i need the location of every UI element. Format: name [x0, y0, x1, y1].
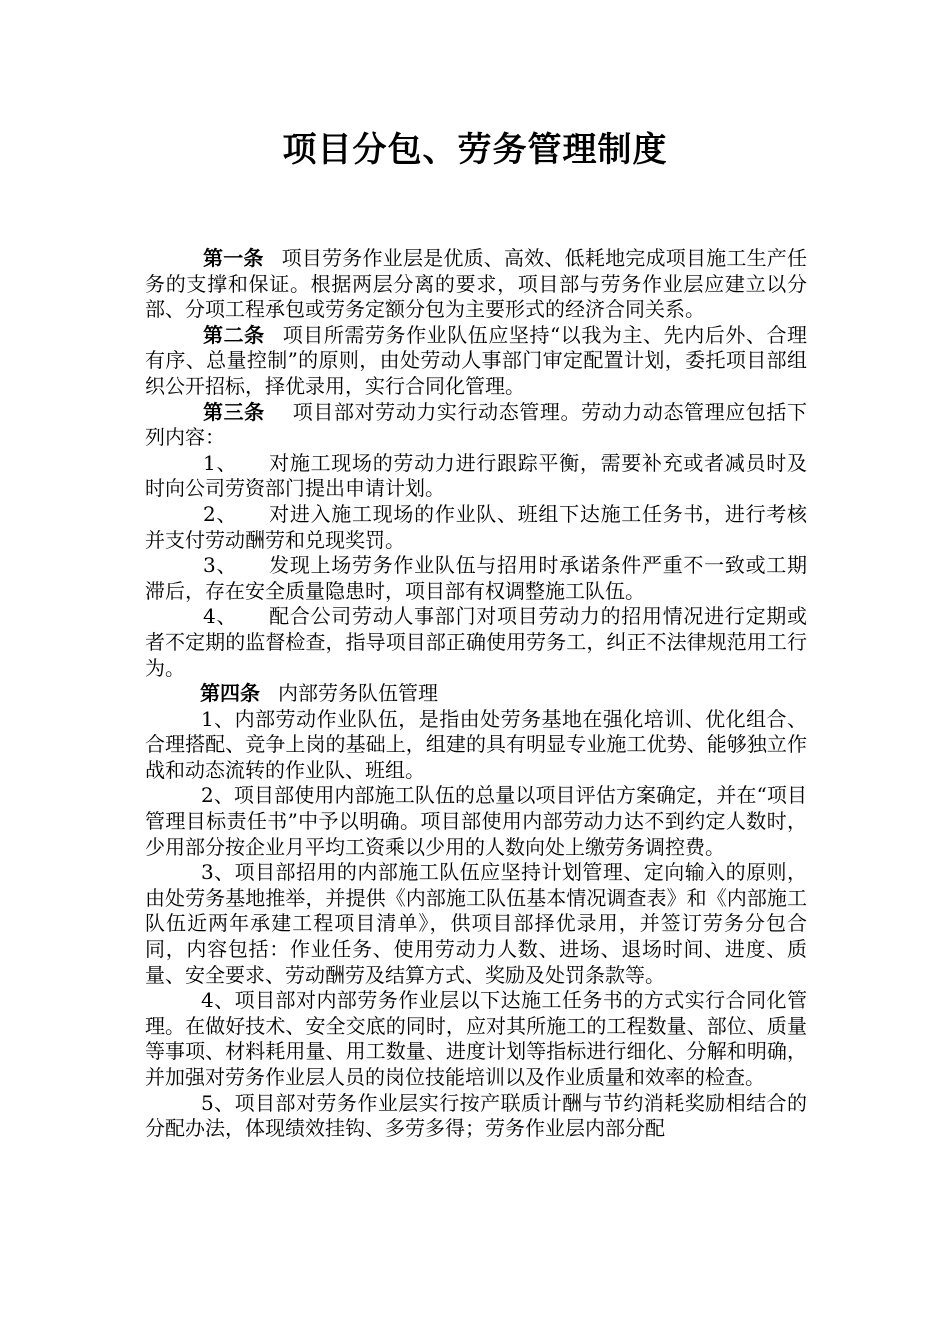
article-4-item-3 — [145, 860, 807, 988]
article-4-item-1 — [145, 707, 807, 784]
item-text: 对进入施工现场的作业队、班组下达施工任务书，进行考核并支付劳动酬劳和兑现奖罚。 — [145, 501, 807, 552]
document-body — [145, 246, 807, 1142]
article-4-item-2 — [145, 783, 807, 860]
item-number: 3、 — [203, 553, 238, 578]
article-text: 项目所需劳务作业队伍应坚持“以我为主、先内后外、合理有序、总量控制”的原则，由处劳动人事部门审定配置计划，委托项目部组织公开招标，择优录用，实行合同化管理。 — [145, 322, 808, 398]
article-4 — [145, 681, 807, 707]
article-text: 内部劳务队伍管理 — [278, 681, 438, 706]
item-text: 发现上场劳务作业队伍与招用时承诺条件严重不一致或工期滞后，存在安全质量隐患时，项目部有权调整施工队伍。 — [145, 553, 807, 603]
item-text: 4、项目部对内部劳务作业层以下达施工任务书的方式实行合同化管理。在做好技术、安全交底的同时，应对其所施工的工程数量、部位、质量等事项、材料耗用量、用工数量、进度计划等指标进行细化、分解和明确，并加强对劳务作业层人员的岗位技能培训以及作业质量和效率的检查。 — [145, 988, 807, 1089]
article-3-item-4 — [145, 604, 807, 681]
article-3-item-2 — [145, 502, 807, 553]
article-label: 第三条 — [203, 399, 265, 424]
item-text: 对施工现场的劳动力进行跟踪平衡，需要补充或者减员时及时向公司劳资部门提出申请计划。 — [145, 450, 807, 501]
item-number: 2、 — [203, 501, 238, 526]
item-number: 4、 — [203, 604, 238, 629]
item-text: 3、项目部招用的内部施工队伍应坚持计划管理、定向输入的原则，由处劳务基地推举，并提供《内部施工队伍基本情况调查表》和《内部施工队伍近两年承建工程项目清单》，供项目部择优录用，并签订劳务分包合同，内容包括：作业任务、使用劳动力人数、进场、退场时间、进度、质量、安全要求、劳动酬劳及结算方式、奖励及处罚条款等。 — [145, 860, 807, 987]
article-label: 第一条 — [203, 246, 264, 270]
item-number: 1、 — [203, 450, 238, 475]
document-title: 项目分包、劳务管理制度 — [282, 130, 668, 170]
item-text: 5、项目部对劳务作业层实行按产联质计酬与节约消耗奖励相结合的分配办法，体现绩效挂钩、多劳多得；劳务作业层内部分配 — [145, 1090, 807, 1141]
article-4-item-4 — [145, 988, 807, 1090]
article-label: 第二条 — [203, 322, 265, 347]
article-text: 项目部对劳动力实行动态管理。劳动力动态管理应包括下列内容： — [145, 399, 808, 450]
item-text: 2、项目部使用内部施工队伍的总量以项目评估方案确定，并在“项目管理目标责任书”中予以明确。项目部使用内部劳动力达不到约定人数时，少用部分按企业月平均工资乘以少用的人数向处上缴劳务调控费。 — [145, 783, 807, 859]
article-3 — [145, 400, 807, 451]
article-3-item-3 — [145, 553, 807, 604]
item-text: 配合公司劳动人事部门对项目劳动力的招用情况进行定期或者不定期的监督检查，指导项目部正确使用劳务工，纠正不法律规范用工行为。 — [145, 604, 807, 680]
article-1 — [145, 246, 807, 323]
article-text: 项目劳务作业层是优质、高效、低耗地完成项目施工生产任务的支撑和保证。根据两层分离的要求，项目部与劳务作业层应建立以分部、分项工程承包或劳务定额分包为主要形式的经济合同关系。 — [145, 246, 808, 322]
item-text: 1、内部劳动作业队伍，是指由处劳务基地在强化培训、优化组合、合理搭配、竞争上岗的基础上，组建的具有明显专业施工优势、能够独立作战和动态流转的作业队、班组。 — [145, 706, 807, 782]
article-4-item-5 — [145, 1091, 807, 1142]
article-label: 第四条 — [200, 681, 260, 706]
article-2 — [145, 323, 807, 400]
article-3-item-1 — [145, 451, 807, 502]
